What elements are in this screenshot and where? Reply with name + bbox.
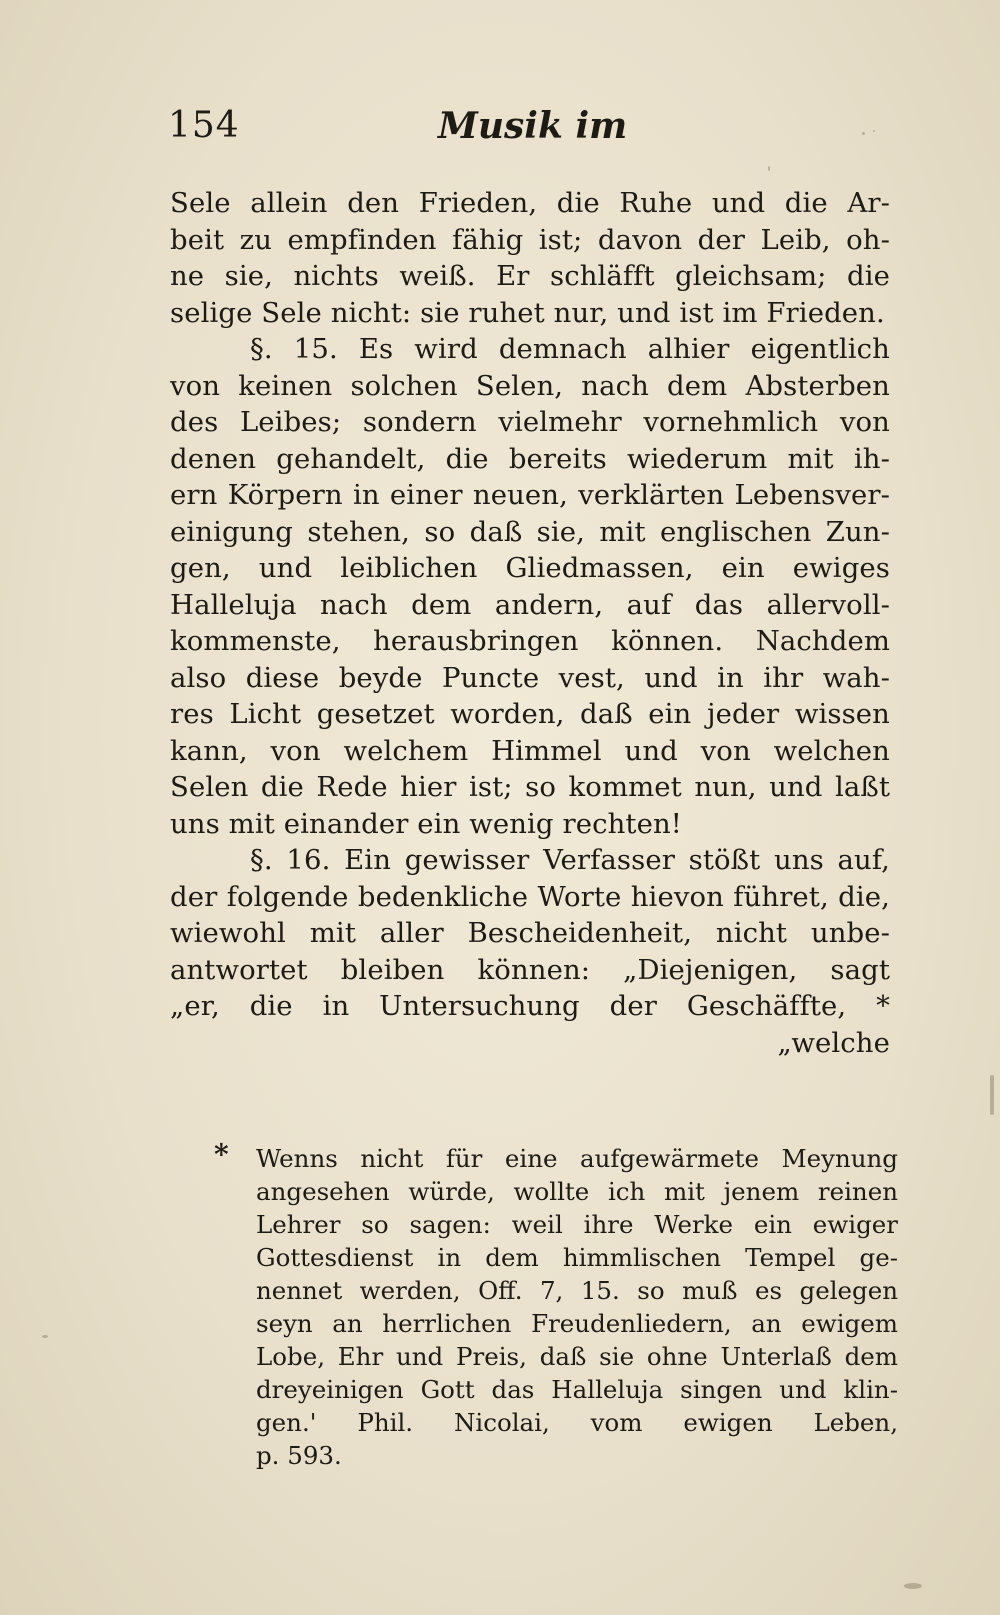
text-line: beit zu empfinden fähig ist; davon der Leib, oh-: [170, 223, 890, 256]
text-line: Selen die Rede hier ist; so kommet nun, und laßt: [170, 771, 890, 803]
text-line: des Leibes; sondern vielmehr vornehmlich von: [170, 406, 890, 438]
text-line: kann, von welchem Himmel und von welchen: [170, 734, 890, 767]
footnote-line: Gottesdienst in dem himmlischen Tempel ge-: [256, 1243, 898, 1272]
catchword: „welche: [777, 1026, 890, 1059]
text-line: von keinen solchen Selen, nach dem Absterben: [170, 369, 890, 402]
page-number: 154: [168, 105, 240, 146]
text-line: Sele allein den Frieden, die Ruhe und die Ar-: [170, 187, 890, 219]
text-line: wiewohl mit aller Bescheidenheit, nicht unbe-: [170, 917, 890, 949]
text-line: der folgende bedenkliche Worte hievon führet, die,: [170, 880, 890, 913]
paragraph-16-start: §. 16. Ein gewisser Verfasser stößt uns auf,: [250, 844, 890, 876]
text-line: ern Körpern in einer neuen, verklärten Lebensver-: [170, 479, 890, 511]
paper-speck: [768, 166, 770, 171]
text-line: denen gehandelt, die bereits wiederum mit ih-: [170, 442, 890, 475]
footnote-line: angesehen würde, wollte ich mit jenem reinen: [256, 1177, 898, 1206]
text-line: also diese beyde Puncte vest, und in ihr wah-: [170, 661, 890, 694]
body-text: [170, 185, 890, 1061]
footnote-marker: *: [214, 1138, 229, 1171]
footnote-line: Lehrer so sagen: weil ihre Werke ein ewiger: [256, 1210, 898, 1239]
paper-speck: [862, 132, 865, 135]
footnote-line: seyn an herrlichen Freudenliedern, an ewigem: [256, 1309, 898, 1338]
footnote-line: gen.' Phil. Nicolai, vom ewigen Leben,: [256, 1408, 898, 1437]
text-line: „er, die in Untersuchung der Geschäffte, *: [170, 990, 890, 1022]
footnote-text: [256, 1142, 898, 1472]
paper-speck: [42, 1335, 48, 1338]
paper-speck: [904, 1583, 922, 1589]
page-header: [168, 105, 888, 165]
text-line: Halleluja nach dem andern, auf das allervoll-: [170, 588, 890, 621]
footnote-line: dreyeinigen Gott das Halleluja singen und klin-: [256, 1375, 898, 1404]
text-line: ne sie, nichts weiß. Er schläfft gleichsam; die: [170, 260, 890, 292]
running-title: Musik im: [438, 105, 628, 147]
paragraph-15-start: §. 15. Es wird demnach alhier eigentlich: [250, 333, 890, 365]
footnote-line: Wenns nicht für eine aufgewärmete Meynung: [256, 1144, 898, 1173]
text-line: uns mit einander ein wenig rechten!: [170, 807, 682, 840]
text-line: antwortet bleiben können: „Diejenigen, sagt: [170, 953, 890, 986]
text-line: gen, und leiblichen Gliedmassen, ein ewiges: [170, 552, 890, 584]
footnote: [214, 1138, 898, 1472]
paper-speck: [990, 1075, 994, 1115]
text-line: kommenste, herausbringen können. Nachdem: [170, 625, 890, 657]
text-line: res Licht gesetzet worden, daß ein jeder wissen: [170, 698, 890, 730]
text-line: einigung stehen, so daß sie, mit englischen Zun-: [170, 515, 890, 548]
text-line: selige Sele nicht: sie ruhet nur, und ist im Frieden.: [170, 296, 885, 329]
paper-speck: [873, 130, 875, 132]
footnote-line: Lobe, Ehr und Preis, daß sie ohne Unterlaß dem: [256, 1342, 898, 1371]
footnote-line: nennet werden, Off. 7, 15. so muß es gelegen: [256, 1276, 898, 1305]
footnote-line: p. 593.: [256, 1441, 342, 1470]
